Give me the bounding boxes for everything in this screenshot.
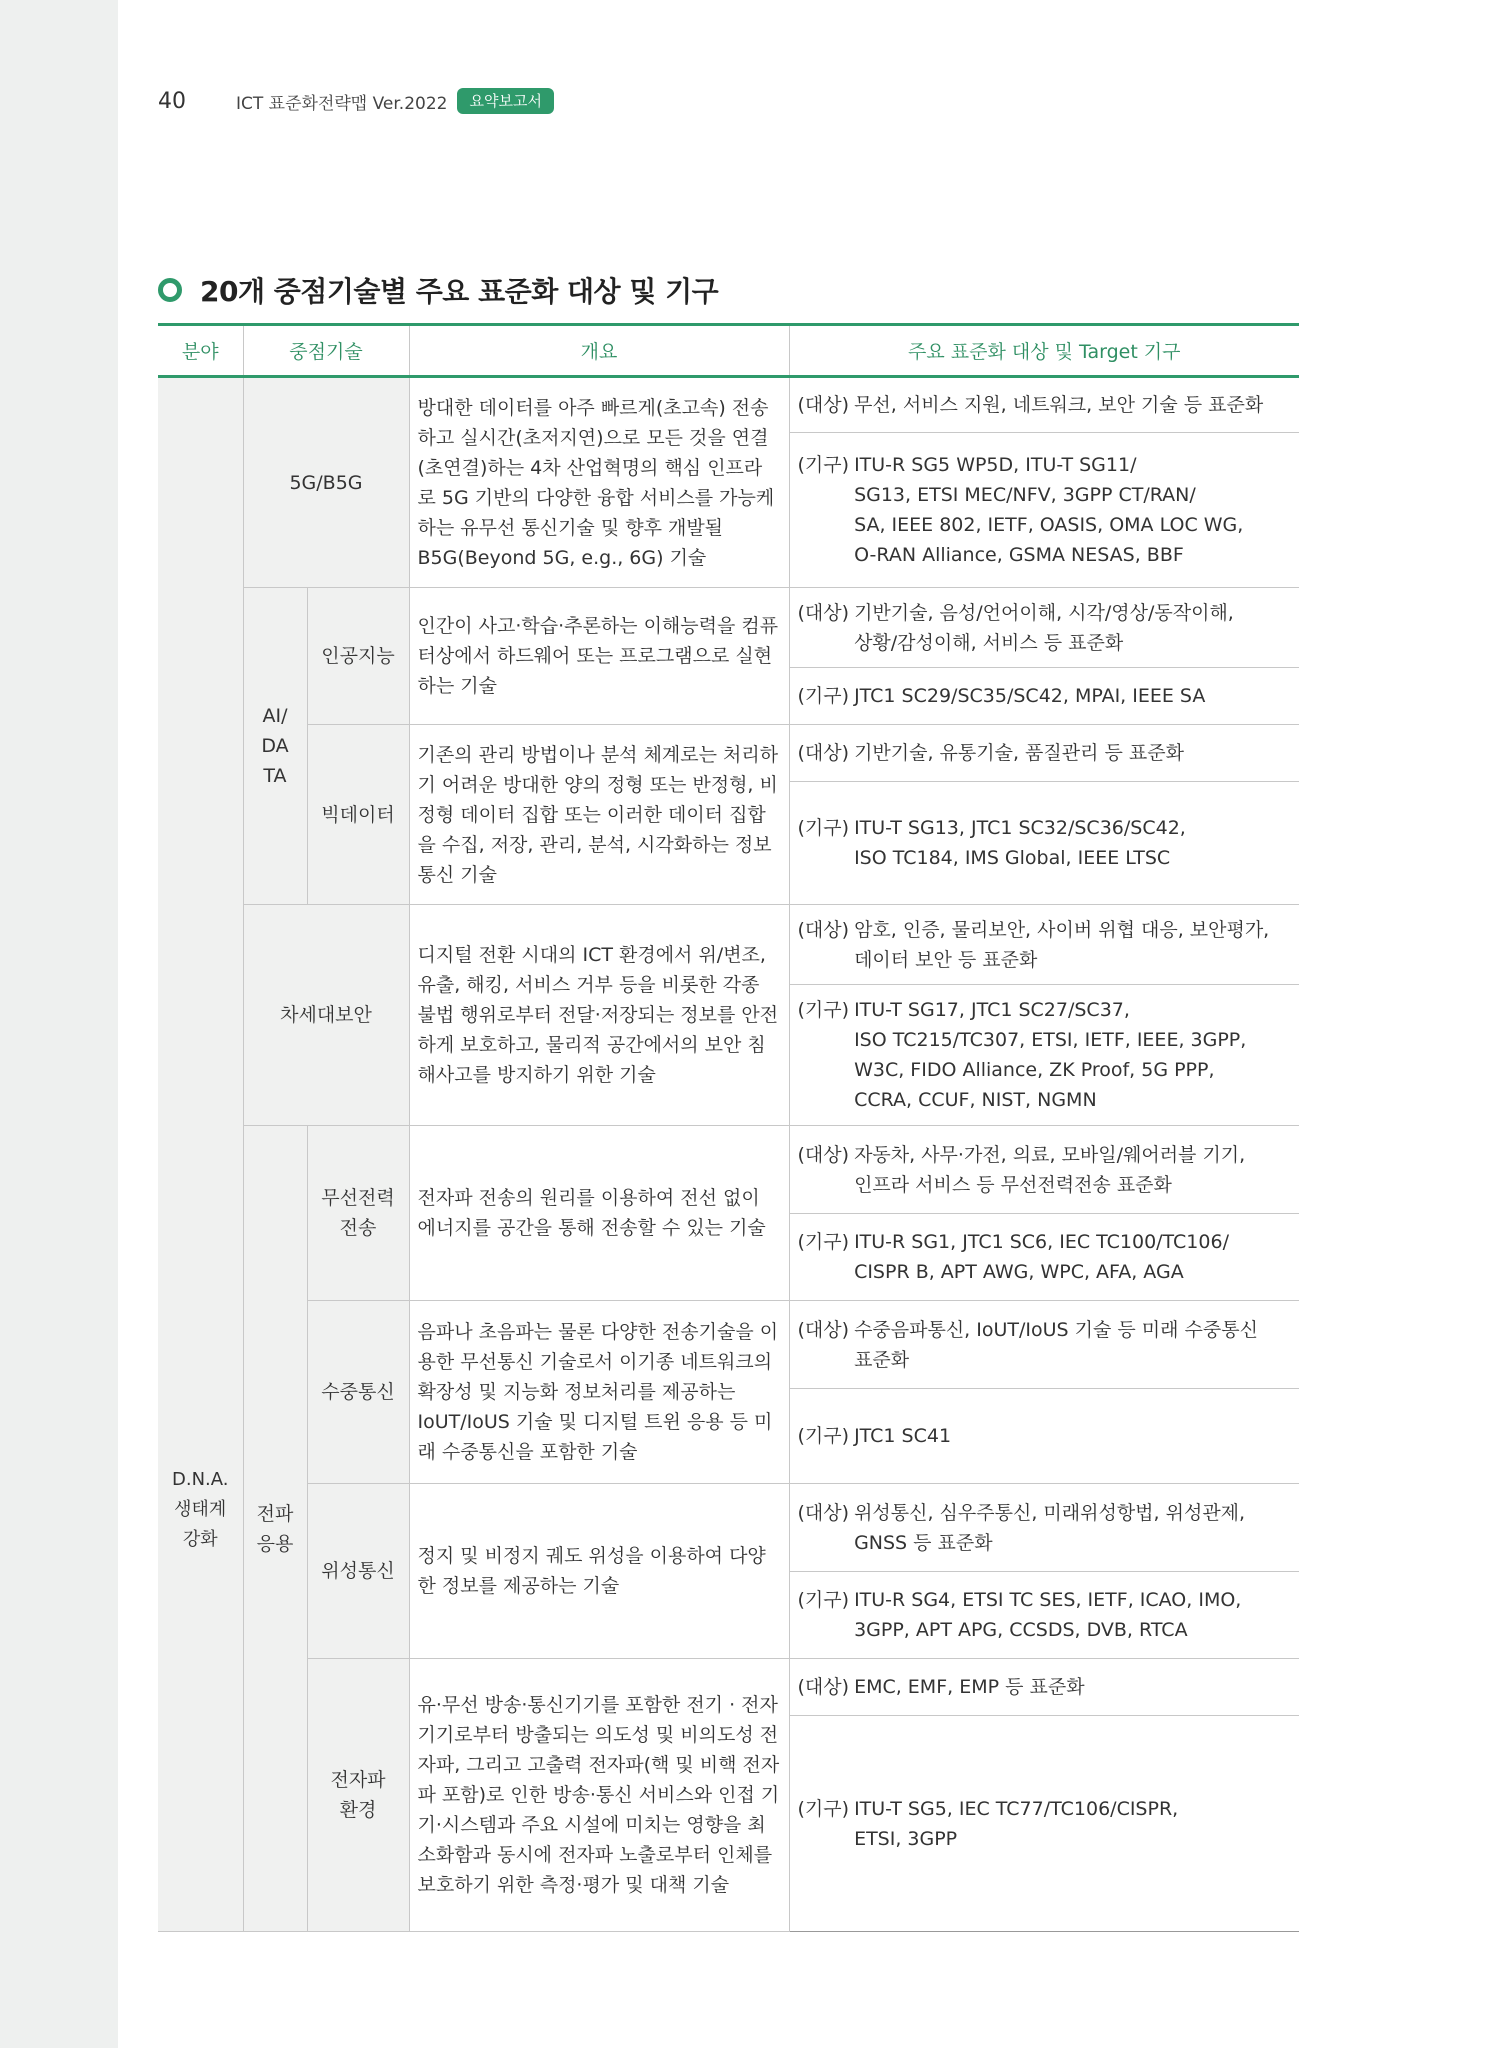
tech-underwater: 수중통신 [307,1301,409,1484]
target-security: (대상) 암호, 인증, 물리보안, 사이버 위협 대응, 보안평가, 데이터 보안 등 표준화 [789,905,1299,985]
table-row [158,1126,1299,1214]
page-header [158,86,554,116]
table-row [158,1301,1299,1389]
overview-satellite: 정지 및 비정지 궤도 위성을 이용하여 다양한 정보를 제공하는 기술 [409,1484,789,1659]
org-bigdata: (기구) ITU-T SG13, JTC1 SC32/SC36/SC42, ISO TC184, IMS Global, IEEE LTSC [789,782,1299,905]
target-5g-b5g: (대상) 무선, 서비스 지원, 네트워크, 보안 기술 등 표준화 [789,377,1299,433]
header-tech: 중점기술 [243,325,409,377]
tech-security: 차세대보안 [243,905,409,1126]
standardization-table [158,323,1299,1932]
header-field: 분야 [158,325,243,377]
overview-security: 디지털 전환 시대의 ICT 환경에서 위/변조, 유출, 해킹, 서비스 거부 등을 비롯한 각종 불법 행위로부터 전달·저장되는 정보를 안전하게 보호하고, 물리적 공간에서의 보안 침해사고를 방지하기 위한 기술 [409,905,789,1126]
table-row [158,588,1299,668]
group-radio: 전파 응용 [243,1126,307,1932]
header-target: 주요 표준화 대상 및 Target 기구 [789,325,1299,377]
circle-bullet-icon [158,278,182,302]
table-row [158,377,1299,433]
org-wpt: (기구) ITU-R SG1, JTC1 SC6, IEC TC100/TC106/ CISPR B, APT AWG, WPC, AFA, AGA [789,1214,1299,1301]
target-emf: (대상) EMC, EMF, EMP 등 표준화 [789,1659,1299,1716]
overview-5g-b5g: 방대한 데이터를 아주 빠르게(초고속) 전송하고 실시간(초저지연)으로 모든 것을 연결(초연결)하는 4차 산업혁명의 핵심 인프라로 5G 기반의 다양한 융합 서비스를 가능케 하는 유무선 통신기술 및 향후 개발될 B5G(Beyond 5G, e.g., 6G) 기술 [409,377,789,588]
field-cell: D.N.A. 생태계 강화 [158,377,243,1932]
org-5g-b5g: (기구) ITU-R SG5 WP5D, ITU-T SG11/ SG13, ETSI MEC/NFV, 3GPP CT/RAN/ SA, IEEE 802, IETF, OASIS, OMA LOC WG, O-RAN Alliance, GSMA NESAS, BBF [789,433,1299,588]
overview-underwater: 음파나 초음파는 물론 다양한 전송기술을 이용한 무선통신 기술로서 이기종 네트워크의 확장성 및 지능화 정보처리를 제공하는 IoUT/IoUS 기술 및 디지털 트윈 응용 등 미래 수중통신을 포함한 기술 [409,1301,789,1484]
target-bigdata: (대상) 기반기술, 유통기술, 품질관리 등 표준화 [789,725,1299,782]
tech-emf: 전자파 환경 [307,1659,409,1932]
org-emf: (기구) ITU-T SG5, IEC TC77/TC106/CISPR, ETSI, 3GPP [789,1716,1299,1932]
overview-emf: 유·무선 방송·통신기기를 포함한 전기 · 전자기기로부터 방출되는 의도성 및 비의도성 전자파, 그리고 고출력 전자파(핵 및 비핵 전자파 포함)로 인한 방송·통신 서비스와 인접 기기·시스템과 주요 시설에 미치는 영향을 최소화함과 동시에 전자파 노출로부터 인체를 보호하기 위한 측정·평가 및 대책 기술 [409,1659,789,1932]
org-underwater: (기구) JTC1 SC41 [789,1389,1299,1484]
header-overview: 개요 [409,325,789,377]
tech-bigdata: 빅데이터 [307,725,409,905]
table-header-row [158,325,1299,377]
org-ai: (기구) JTC1 SC29/SC35/SC42, MPAI, IEEE SA [789,668,1299,725]
overview-wpt: 전자파 전송의 원리를 이용하여 전선 없이 에너지를 공간을 통해 전송할 수 있는 기술 [409,1126,789,1301]
section-heading [158,270,718,310]
table-row [158,1659,1299,1716]
target-ai: (대상) 기반기술, 음성/언어이해, 시각/영상/동작이해, 상황/감성이해, 서비스 등 표준화 [789,588,1299,668]
report-badge: 요약보고서 [457,88,553,114]
org-security: (기구) ITU-T SG17, JTC1 SC27/SC37, ISO TC215/TC307, ETSI, IETF, IEEE, 3GPP, W3C, FIDO Alliance, ZK Proof, 5G PPP, CCRA, CCUF, NIST, NGMN [789,985,1299,1126]
table-row [158,725,1299,782]
page-side-band [0,0,118,2048]
tech-ai: 인공지능 [307,588,409,725]
section-title: 20개 중점기술별 주요 표준화 대상 및 기구 [200,275,719,308]
target-underwater: (대상) 수중음파통신, IoUT/IoUS 기술 등 미래 수중통신 표준화 [789,1301,1299,1389]
table-row [158,1484,1299,1572]
tech-satellite: 위성통신 [307,1484,409,1659]
overview-bigdata: 기존의 관리 방법이나 분석 체계로는 처리하기 어려운 방대한 양의 정형 또는 반정형, 비정형 데이터 집합 또는 이러한 데이터 집합을 수집, 저장, 관리, 분석, 시각화하는 정보통신 기술 [409,725,789,905]
overview-ai: 인간이 사고·학습·추론하는 이해능력을 컴퓨터상에서 하드웨어 또는 프로그램으로 실현하는 기술 [409,588,789,725]
target-wpt: (대상) 자동차, 사무·가전, 의료, 모바일/웨어러블 기기, 인프라 서비스 등 무선전력전송 표준화 [789,1126,1299,1214]
tech-5g-b5g: 5G/B5G [243,377,409,588]
target-satellite: (대상) 위성통신, 심우주통신, 미래위성항법, 위성관제, GNSS 등 표준화 [789,1484,1299,1572]
document-title: ICT 표준화전략맵 Ver.2022 [236,93,448,114]
table-row [158,905,1299,985]
page-number: 40 [158,88,186,114]
tech-wpt: 무선전력 전송 [307,1126,409,1301]
org-satellite: (기구) ITU-R SG4, ETSI TC SES, IETF, ICAO, IMO, 3GPP, APT APG, CCSDS, DVB, RTCA [789,1572,1299,1659]
group-ai-data: AI/ DA TA [243,588,307,905]
